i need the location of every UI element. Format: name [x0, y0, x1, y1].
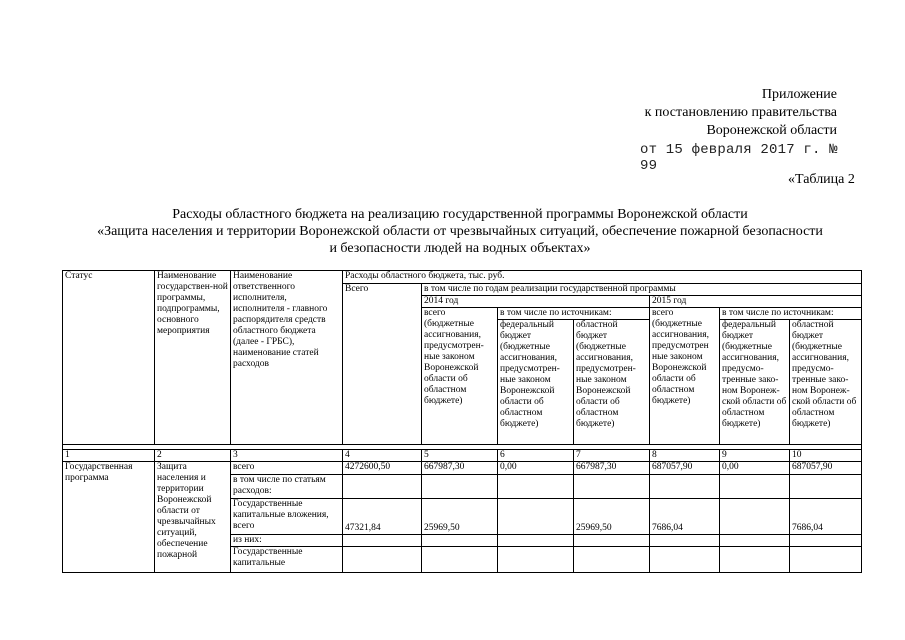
header-year2-sources: в том числе по источникам: [720, 308, 862, 320]
value-cell [498, 499, 574, 535]
value-cell [498, 547, 574, 573]
row-label: Государственные капитальные [231, 547, 343, 573]
row-status: Государственная программа [63, 462, 155, 573]
value-cell [498, 475, 574, 499]
header-year1-federal: федеральный бюджет (бюджетные ассигнования, предусмотрен-ные законом Воронежской области об областном бюджете) [498, 320, 574, 445]
expenses-table [62, 270, 862, 573]
column-number: 9 [720, 450, 790, 462]
header-year1-sources: в том числе по источникам: [498, 308, 650, 320]
value-cell: 7686,04 [790, 499, 862, 535]
appendix-block [577, 86, 837, 140]
row-label: Государственные капитальные вложения, всего [231, 499, 343, 535]
value-cell [343, 547, 422, 573]
header-year2-regional: областной бюджет (бюджетные ассигнования, предусмо-тренные зако-ном Воронеж-ской области об областном бюджете) [790, 320, 862, 445]
value-cell [343, 535, 422, 547]
value-cell: 25969,50 [574, 499, 650, 535]
column-number: 10 [790, 450, 862, 462]
value-cell [720, 475, 790, 499]
value-cell: 687057,90 [650, 462, 720, 475]
column-number: 7 [574, 450, 650, 462]
column-number: 3 [231, 450, 343, 462]
value-cell [422, 475, 498, 499]
header-year2-all: всего (бюджетные ассигнования, предусмотрен ные законом Воронежской области об областном бюджете) [650, 308, 720, 445]
header-program: Наименование государствен-ной программы, подпрограммы, основного мероприятия [155, 271, 231, 445]
value-cell [790, 475, 862, 499]
value-cell [574, 547, 650, 573]
value-cell: 687057,90 [790, 462, 862, 475]
header-year2-federal: федеральный бюджет (бюджетные ассигнования, предусмо-тренные зако-ном Воронеж-ской области об областном бюджете) [720, 320, 790, 445]
header-expenses: Расходы областного бюджета, тыс. руб. [343, 271, 862, 284]
value-cell [720, 535, 790, 547]
decree-stamp: от 15 февраля 2017 г. № 99 [640, 142, 838, 174]
header-year1-all: всего (бюджетные ассигнования, предусмотрен-ные законом Воронежской области об областном бюджете) [422, 308, 498, 445]
heading-line: Расходы областного бюджета на реализацию государственной программы Воронежской области [172, 207, 748, 222]
header-year-2014: 2014 год [422, 296, 650, 308]
heading-line: и безопасности людей на водных объектах» [329, 241, 591, 256]
value-cell: 0,00 [498, 462, 574, 475]
value-cell: 667987,30 [422, 462, 498, 475]
value-cell: 0,00 [720, 462, 790, 475]
value-cell [422, 535, 498, 547]
header-year-2015: 2015 год [650, 296, 862, 308]
header-status: Статус [63, 271, 155, 445]
column-number: 1 [63, 450, 155, 462]
value-cell: 25969,50 [422, 499, 498, 535]
header-year1-regional: областной бюджет (бюджетные ассигнования, предусмотрен-ные законом Воронежской области об областном бюджете) [574, 320, 650, 445]
row-label: в том числе по статьям расходов: [231, 475, 343, 499]
value-cell [650, 475, 720, 499]
value-cell [720, 547, 790, 573]
value-cell: 47321,84 [343, 499, 422, 535]
value-cell [574, 535, 650, 547]
column-number: 2 [155, 450, 231, 462]
column-number: 5 [422, 450, 498, 462]
row-label: из них: [231, 535, 343, 547]
row-program-name: Защита населения и территории Воронежской области от чрезвычайных ситуаций, обеспечение пожарной [155, 462, 231, 573]
value-cell [790, 535, 862, 547]
value-cell [343, 475, 422, 499]
header-executor: Наименование ответственного исполнителя, исполнителя - главного распорядителя средств областного бюджета (далее - ГРБС), наименование статей расходов [231, 271, 343, 445]
value-cell [720, 499, 790, 535]
value-cell [650, 547, 720, 573]
column-number: 8 [650, 450, 720, 462]
value-cell: 7686,04 [650, 499, 720, 535]
value-cell [498, 535, 574, 547]
value-cell: 4272600,50 [343, 462, 422, 475]
document-heading [50, 206, 870, 257]
value-cell [790, 547, 862, 573]
appendix-line: к постановлению правительства [644, 105, 837, 120]
table-label: «Таблица 2 [788, 172, 855, 187]
column-number: 4 [343, 450, 422, 462]
value-cell: 667987,30 [574, 462, 650, 475]
row-label: всего [231, 462, 343, 475]
value-cell [650, 535, 720, 547]
header-by-years: в том числе по годам реализации государственной программы [422, 284, 862, 296]
column-number: 6 [498, 450, 574, 462]
heading-line: «Защита населения и территории Воронежской области от чрезвычайных ситуаций, обеспечение пожарной безопасности [97, 224, 823, 239]
value-cell [422, 547, 498, 573]
appendix-line: Воронежской области [706, 123, 837, 138]
appendix-line: Приложение [761, 87, 837, 102]
header-total: Всего [343, 284, 422, 445]
value-cell [574, 475, 650, 499]
